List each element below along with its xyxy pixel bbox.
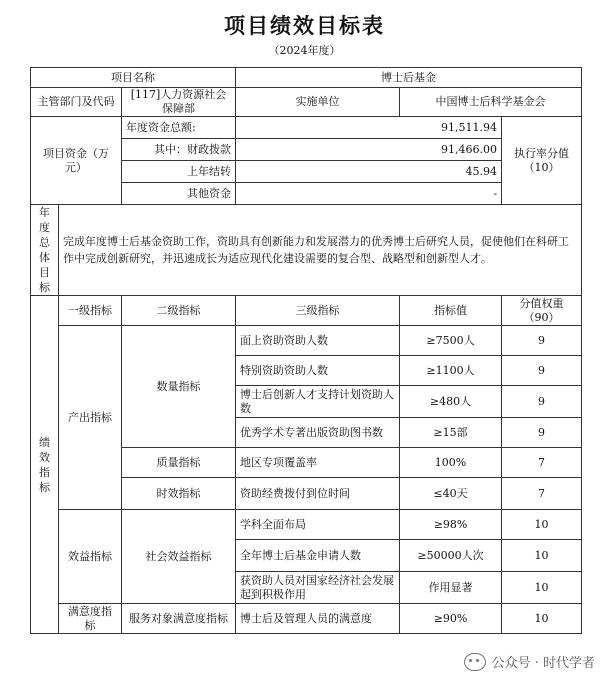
table-row (31, 326, 582, 356)
indicator-name: 地区专项覆盖率 (236, 448, 400, 478)
quantity-indicator-label: 数量指标 (122, 326, 236, 448)
header-level2: 二级指标 (122, 296, 236, 326)
funds-carryover-label: 上年结转 (122, 161, 236, 183)
dept-row (31, 88, 582, 117)
performance-target-table (30, 67, 582, 634)
indicator-weight: 9 (502, 386, 582, 418)
quality-indicator-label: 质量指标 (122, 448, 236, 478)
indicator-value: 100% (400, 448, 502, 478)
header-level3: 三级指标 (236, 296, 400, 326)
project-name-value: 博士后基金 (236, 68, 582, 88)
dept-label: 主管部门及代码 (31, 88, 122, 117)
timeliness-indicator-label: 时效指标 (122, 478, 236, 510)
indicator-value: 作用显著 (400, 572, 502, 604)
indicator-weight: 9 (502, 356, 582, 386)
funds-total-row (31, 117, 582, 139)
indicator-value: ≥1100人 (400, 356, 502, 386)
wechat-icon (464, 653, 486, 671)
annual-goal-label-text: 年度总体目标 (39, 206, 50, 294)
funds-other-label: 其他资金 (122, 183, 236, 205)
funds-other-value: - (236, 183, 502, 205)
indicator-weight: 7 (502, 448, 582, 478)
funds-carryover-value: 45.94 (236, 161, 502, 183)
funds-total-label: 年度资金总额: (122, 117, 236, 139)
indicator-name: 全年博士后基金申请人数 (236, 540, 400, 572)
funds-label: 项目资金（万元） (31, 117, 122, 205)
benefit-indicator-label: 效益指标 (59, 510, 122, 604)
page-subtitle: （2024年度） (268, 44, 341, 57)
indicator-weight: 7 (502, 478, 582, 510)
impl-unit-label: 实施单位 (236, 88, 400, 117)
impl-unit-value: 中国博士后科学基金会 (400, 88, 582, 117)
indicator-name: 资助经费拨付到位时间 (236, 478, 400, 510)
indicator-name: 优秀学术专著出版资助图书数 (236, 418, 400, 448)
indicator-weight: 10 (502, 572, 582, 604)
indicator-weight: 10 (502, 604, 582, 634)
annual-goal-label (31, 205, 59, 296)
performance-label (31, 296, 59, 634)
header-level1: 一级指标 (59, 296, 122, 326)
project-name-row (31, 68, 582, 88)
page-title: 项目绩效目标表 (224, 13, 385, 38)
indicator-name: 博士后创新人才支持计划资助人数 (236, 386, 400, 418)
indicator-value: ≥7500人 (400, 326, 502, 356)
table-row (31, 604, 582, 634)
execution-rate-label: 执行率分值（10） (502, 117, 582, 205)
indicator-value: ≥98% (400, 510, 502, 540)
indicator-weight: 9 (502, 326, 582, 356)
indicator-weight: 10 (502, 540, 582, 572)
indicator-name: 面上资助资助人数 (236, 326, 400, 356)
indicator-name: 博士后及管理人员的满意度 (236, 604, 400, 634)
social-benefit-indicator-label: 社会效益指标 (122, 510, 236, 604)
indicator-name: 获资助人员对国家经济社会发展起到积极作用 (236, 572, 400, 604)
project-name-label: 项目名称 (31, 68, 236, 88)
indicator-weight: 9 (502, 418, 582, 448)
funds-fiscal-label: 其中：财政拨款 (122, 139, 236, 161)
indicator-value: ≥480人 (400, 386, 502, 418)
service-satisfaction-indicator-label: 服务对象满意度指标 (122, 604, 236, 634)
output-indicator-label: 产出指标 (59, 326, 122, 510)
header-weight: 分值权重（90） (502, 296, 582, 326)
indicator-value: ≤40天 (400, 478, 502, 510)
header-value: 指标值 (400, 296, 502, 326)
funds-fiscal-value: 91,466.00 (236, 139, 502, 161)
dept-value: [117]人力资源社会保障部 (122, 88, 236, 117)
annual-goal-text: 完成年度博士后基金资助工作，资助具有创新能力和发展潜力的优秀博士后研究人员，促使他们在科研工作中完成创新研究，并迅速成长为适应现代化建设需要的复合型、战略型和创新型人才。 (59, 205, 582, 296)
performance-label-text: 绩效指标 (39, 435, 50, 494)
indicator-value: ≥50000人次 (400, 540, 502, 572)
performance-header-row (31, 296, 582, 326)
indicator-name: 学科全面布局 (236, 510, 400, 540)
wechat-watermark (464, 652, 595, 671)
indicator-weight: 10 (502, 510, 582, 540)
annual-goal-row (31, 205, 582, 296)
indicator-value: ≥90% (400, 604, 502, 634)
satisfaction-indicator-label: 满意度指标 (59, 604, 122, 634)
funds-total-value: 91,511.94 (236, 117, 502, 139)
table-row (31, 510, 582, 540)
indicator-value: ≥15部 (400, 418, 502, 448)
indicator-name: 特别资助资助人数 (236, 356, 400, 386)
watermark-text: 公众号 · 时代学者 (491, 656, 595, 671)
